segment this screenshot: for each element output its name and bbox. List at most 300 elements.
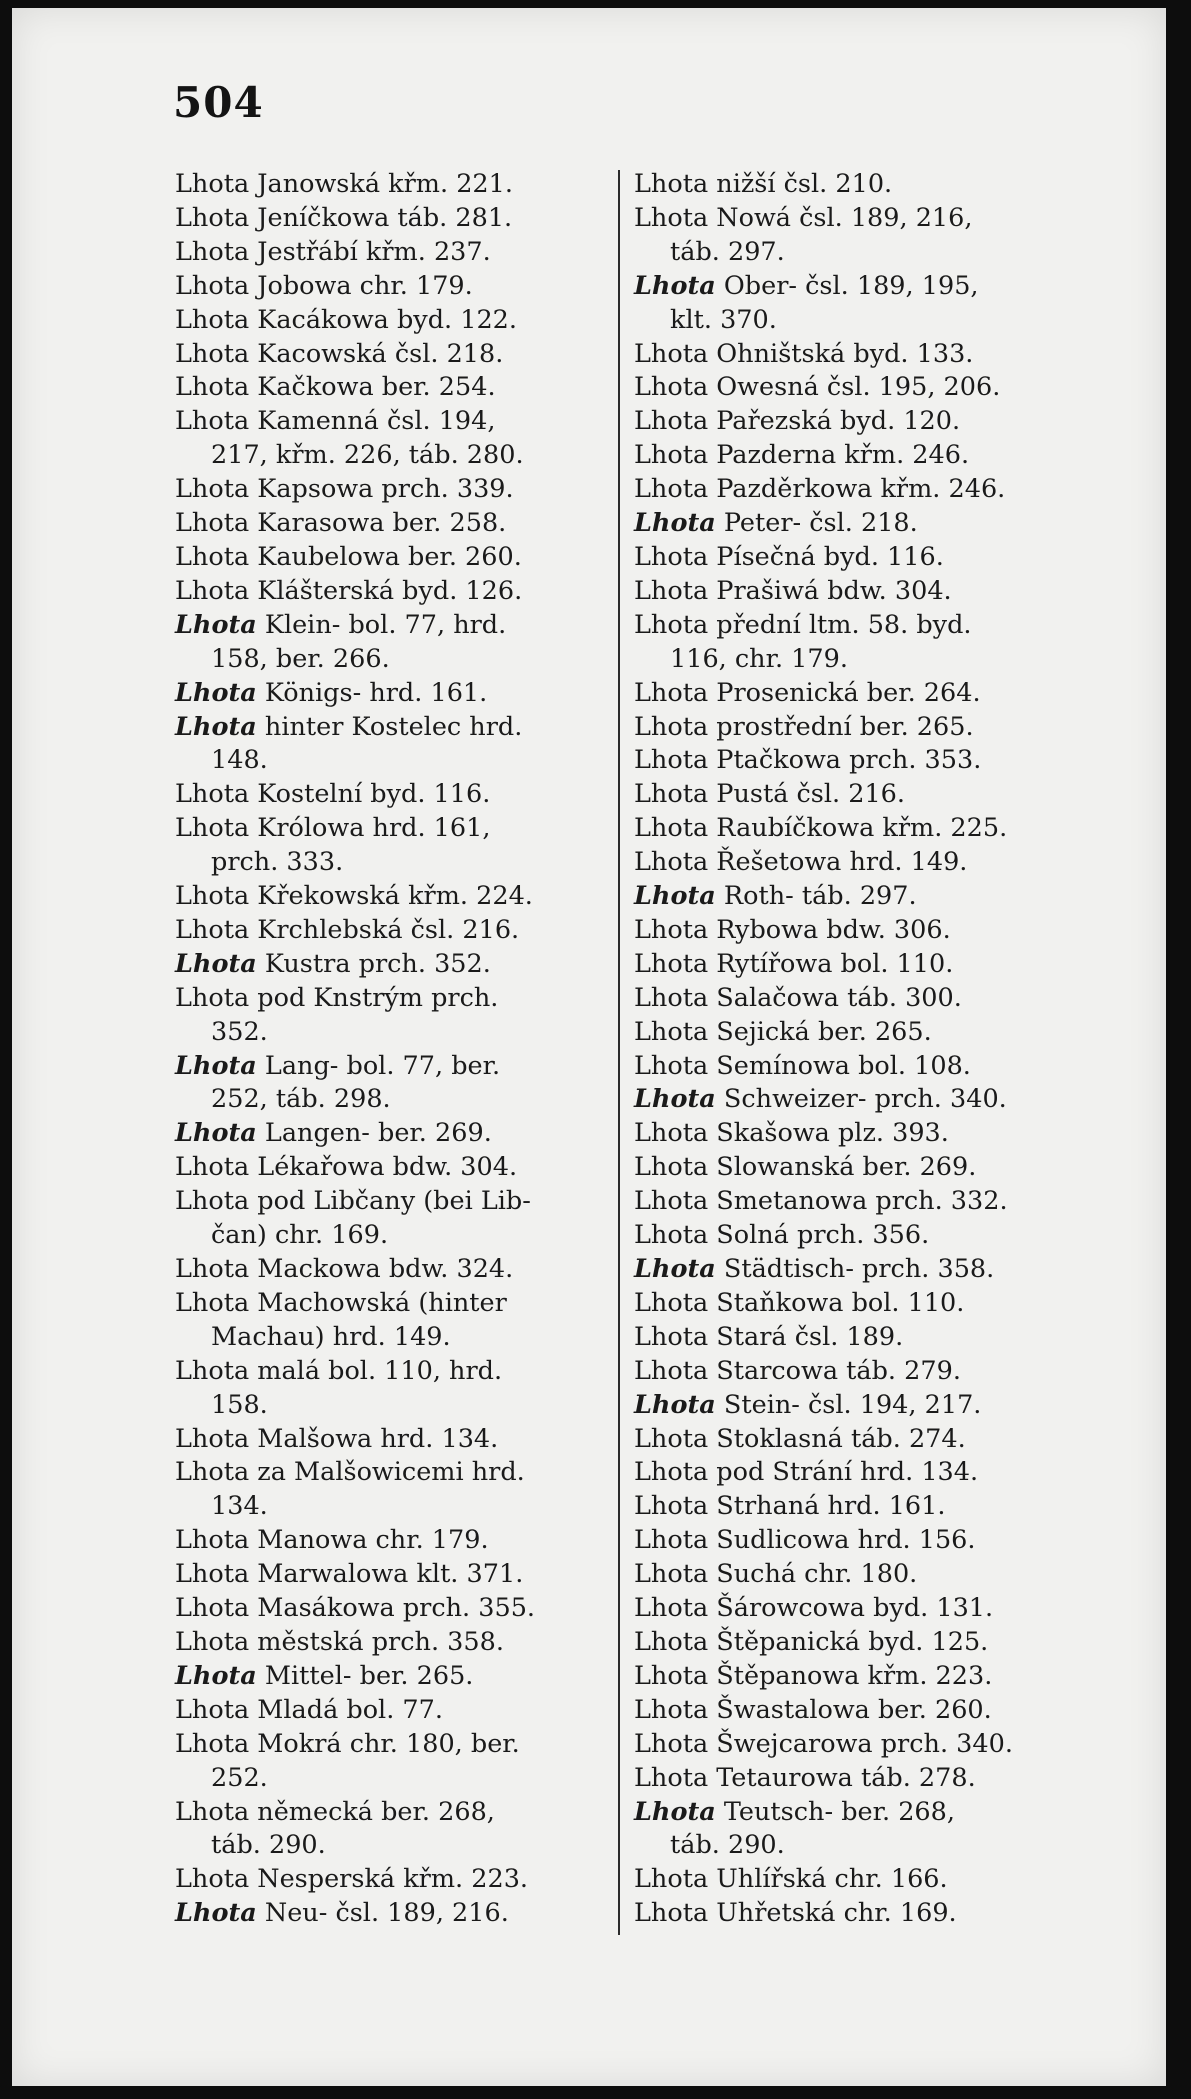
entry-headword: Lhota: [634, 1355, 709, 1386]
index-entry: [634, 609, 1064, 677]
entry-text: Pařezská byd. 120.: [716, 406, 961, 437]
entry-text: Kamenná čsl. 194,: [257, 406, 496, 437]
index-entry: [634, 541, 1064, 575]
entry-headword: Lhota: [634, 440, 709, 471]
entry-headword: Lhota: [175, 1898, 257, 1929]
index-entry: [175, 1863, 605, 1897]
entry-line: [634, 1626, 1064, 1660]
entry-line: [175, 1524, 605, 1558]
index-entry: [175, 1796, 605, 1864]
entry-text: Raubíčkowa křm. 225.: [716, 813, 1008, 844]
entry-headword: Lhota: [175, 1152, 250, 1183]
entry-headword: Lhota: [634, 1898, 709, 1929]
entry-line: [175, 541, 605, 575]
entry-line: [634, 1389, 1064, 1423]
entry-text: Malšowa hrd. 134.: [257, 1423, 499, 1454]
entry-continuation: [175, 1219, 605, 1253]
entry-line: [634, 1456, 1064, 1490]
entry-headword: Lhota: [634, 813, 709, 844]
entry-continuation: [175, 1389, 605, 1423]
entry-line: [175, 270, 605, 304]
entry-text: Masákowa prch. 355.: [257, 1593, 536, 1624]
entry-headword: Lhota: [634, 1254, 716, 1284]
entry-headword: Lhota: [634, 847, 709, 878]
entry-line: [634, 1728, 1064, 1762]
entry-headword: Lhota: [634, 1016, 709, 1047]
entry-text: Tetaurowa táb. 278.: [716, 1762, 976, 1793]
entry-line: [175, 677, 605, 711]
entry-text: Ohništská byd. 133.: [716, 338, 974, 369]
entry-line: [175, 948, 605, 982]
index-entry: [175, 371, 605, 405]
index-entry: [175, 236, 605, 270]
index-entry: [175, 1456, 605, 1524]
entry-line: [634, 812, 1064, 846]
entry-text: Manowa chr. 179.: [257, 1525, 489, 1556]
entry-text: Teutsch- ber. 268,: [723, 1796, 955, 1827]
entry-continuation: [175, 643, 605, 677]
index-entry: [175, 1728, 605, 1796]
entry-headword: Lhota: [175, 1186, 250, 1217]
index-entry: [634, 1185, 1064, 1219]
index-entry: [175, 1423, 605, 1457]
index-entry: [634, 1897, 1064, 1931]
entry-headword: Lhota: [175, 609, 257, 640]
entry-headword: Lhota: [634, 1796, 716, 1827]
entry-headword: Lhota: [634, 1186, 709, 1217]
entry-line: [634, 1185, 1064, 1219]
index-entry: [634, 1287, 1064, 1321]
entry-text: Lang- bol. 77, ber.: [264, 1050, 501, 1081]
entry-headword: Lhota: [634, 677, 709, 708]
index-entry: [634, 1083, 1064, 1117]
entry-headword: Lhota: [634, 508, 716, 539]
entry-headword: Lhota: [634, 1118, 709, 1149]
entry-text: 352.: [211, 1016, 268, 1047]
entry-line: [634, 168, 1064, 202]
entry-continuation: [175, 846, 605, 880]
entry-line: [175, 812, 605, 846]
entry-line: [634, 1694, 1064, 1728]
entry-headword: Lhota: [175, 1457, 250, 1488]
entry-text: Pazděrkowa křm. 246.: [716, 474, 1006, 505]
index-entry: [634, 507, 1064, 541]
entry-text: 148.: [211, 745, 268, 776]
entry-text: 252.: [211, 1762, 268, 1793]
entry-headword: Lhota: [634, 202, 709, 233]
entry-line: [175, 575, 605, 609]
entry-text: Staňkowa bol. 110.: [716, 1287, 965, 1318]
entry-headword: Lhota: [175, 1423, 250, 1454]
entry-continuation: [175, 1016, 605, 1050]
entry-line: [634, 1490, 1064, 1524]
entry-headword: Lhota: [634, 1220, 709, 1251]
index-entry: [634, 711, 1064, 745]
entry-line: [634, 1863, 1064, 1897]
index-entry: [634, 1558, 1064, 1592]
entry-headword: Lhota: [634, 1084, 716, 1115]
index-entry: [634, 982, 1064, 1016]
entry-text: Królowa hrd. 161,: [257, 813, 491, 844]
entry-line: [175, 1694, 605, 1728]
index-entry: [175, 304, 605, 338]
entry-line: [175, 1117, 605, 1151]
entry-text: Suchá chr. 180.: [716, 1559, 918, 1590]
entry-text: Prosenická ber. 264.: [716, 677, 981, 708]
entry-headword: Lhota: [175, 881, 250, 912]
entry-line: [175, 1897, 605, 1931]
entry-text: Klein- bol. 77, hrd.: [264, 609, 507, 640]
index-entry: [634, 1592, 1064, 1626]
entry-text: 252, táb. 298.: [211, 1084, 391, 1115]
entry-text: Königs- hrd. 161.: [264, 677, 488, 708]
index-entry: [634, 202, 1064, 270]
entry-continuation: [634, 304, 1064, 338]
entry-text: Ober- čsl. 189, 195,: [723, 270, 979, 301]
entry-text: Šárowcowa byd. 131.: [716, 1593, 994, 1624]
entry-line: [634, 1796, 1064, 1830]
entry-headword: Lhota: [175, 304, 250, 335]
entry-text: 116, chr. 179.: [670, 643, 848, 674]
index-entry: [175, 1626, 605, 1660]
index-entry: [175, 575, 605, 609]
entry-text: Štěpanická byd. 125.: [716, 1626, 989, 1657]
entry-headword: Lhota: [634, 1559, 709, 1590]
entry-text: Stein- čsl. 194, 217.: [723, 1389, 982, 1420]
index-entry: [175, 1185, 605, 1253]
entry-text: Krchlebská čsl. 216.: [257, 914, 520, 945]
entry-line: [634, 202, 1064, 236]
entry-text: za Malšowicemi hrd.: [257, 1457, 525, 1488]
entry-text: Salačowa táb. 300.: [716, 982, 962, 1013]
entry-line: [634, 880, 1064, 914]
index-entry: [634, 1490, 1064, 1524]
entry-text: táb. 290.: [670, 1830, 785, 1861]
entry-headword: Lhota: [175, 1355, 250, 1386]
index-entry: [634, 1117, 1064, 1151]
index-entry: [634, 168, 1064, 202]
entry-text: Owesná čsl. 195, 206.: [716, 372, 1001, 403]
entry-continuation: [175, 1762, 605, 1796]
entry-headword: Lhota: [634, 609, 709, 640]
entry-continuation: [634, 1829, 1064, 1863]
index-entry: [634, 880, 1064, 914]
index-entry: [634, 846, 1064, 880]
entry-headword: Lhota: [634, 1728, 709, 1759]
entry-text: Mokrá chr. 180, ber.: [257, 1728, 520, 1759]
entry-headword: Lhota: [634, 982, 709, 1013]
entry-line: [175, 1558, 605, 1592]
entry-line: [634, 1117, 1064, 1151]
index-entry: [634, 1660, 1064, 1694]
entry-line: [634, 1083, 1064, 1117]
entry-headword: Lhota: [175, 1254, 250, 1284]
entry-line: [634, 575, 1064, 609]
index-entry: [175, 270, 605, 304]
entry-headword: Lhota: [175, 1559, 250, 1590]
entry-text: pod Strání hrd. 134.: [716, 1457, 979, 1488]
entry-headword: Lhota: [634, 1864, 709, 1895]
entry-line: [634, 1592, 1064, 1626]
entry-headword: Lhota: [175, 948, 257, 979]
entry-line: [634, 1897, 1064, 1931]
entry-headword: Lhota: [175, 1593, 250, 1624]
entry-line: [634, 778, 1064, 812]
index-entry: [634, 812, 1064, 846]
entry-continuation: [634, 643, 1064, 677]
index-entry: [634, 1694, 1064, 1728]
entry-text: přední ltm. 58. byd.: [716, 609, 972, 640]
entry-headword: Lhota: [634, 1389, 716, 1420]
entry-headword: Lhota: [175, 813, 250, 844]
entry-text: Städtisch- prch. 358.: [723, 1254, 995, 1284]
entry-text: Skašowa plz. 393.: [716, 1118, 949, 1149]
entry-text: Rybowa bdw. 306.: [716, 914, 951, 945]
entry-line: [175, 1863, 605, 1897]
index-entry: [634, 1728, 1064, 1762]
entry-text: německá ber. 268,: [257, 1796, 495, 1827]
entry-text: Šwejcarowa prch. 340.: [716, 1728, 1013, 1759]
entry-headword: Lhota: [175, 711, 257, 742]
entry-continuation: [175, 1321, 605, 1355]
entry-line: [634, 439, 1064, 473]
entry-headword: Lhota: [175, 406, 250, 437]
right-column: [634, 168, 1064, 1931]
entry-headword: Lhota: [175, 508, 250, 539]
entry-headword: Lhota: [634, 270, 716, 301]
index-entry: [175, 507, 605, 541]
index-entry: [175, 473, 605, 507]
index-entry: [175, 405, 605, 473]
entry-line: [175, 1728, 605, 1762]
entry-line: [634, 507, 1064, 541]
entry-headword: Lhota: [175, 1118, 257, 1149]
entry-line: [634, 1762, 1064, 1796]
entry-headword: Lhota: [175, 541, 250, 572]
entry-text: Karasowa ber. 258.: [257, 508, 507, 539]
entry-text: Šwastalowa ber. 260.: [716, 1694, 992, 1725]
entry-line: [634, 744, 1064, 778]
entry-line: [175, 1456, 605, 1490]
entry-line: [175, 914, 605, 948]
index-entry: [175, 880, 605, 914]
entry-line: [175, 338, 605, 372]
entry-headword: Lhota: [634, 575, 709, 606]
entry-text: Peter- čsl. 218.: [723, 508, 918, 539]
entry-text: hinter Kostelec hrd.: [264, 711, 523, 742]
index-entry: [634, 914, 1064, 948]
entry-text: Stoklasná táb. 274.: [716, 1423, 966, 1454]
entry-text: Solná prch. 356.: [716, 1220, 930, 1251]
entry-headword: Lhota: [634, 1491, 709, 1522]
entry-text: městská prch. 358.: [257, 1626, 504, 1657]
entry-line: [634, 1050, 1064, 1084]
entry-line: [175, 880, 605, 914]
index-entry: [175, 914, 605, 948]
entry-text: Sejická ber. 265.: [716, 1016, 932, 1047]
index-entry: [634, 1253, 1064, 1287]
entry-line: [634, 1321, 1064, 1355]
entry-headword: Lhota: [175, 474, 250, 505]
entry-headword: Lhota: [634, 1152, 709, 1183]
index-entry: [634, 1219, 1064, 1253]
entry-continuation: [175, 1083, 605, 1117]
entry-text: Křekowská křm. 224.: [257, 881, 533, 912]
index-entry: [634, 270, 1064, 338]
entry-line: [634, 677, 1064, 711]
entry-headword: Lhota: [175, 1626, 250, 1657]
entry-line: [175, 405, 605, 439]
index-entry: [175, 1050, 605, 1118]
index-entry: [634, 1456, 1064, 1490]
entry-text: Machowská (hinter: [257, 1287, 507, 1318]
entry-line: [634, 1524, 1064, 1558]
entry-text: Mladá bol. 77.: [257, 1694, 443, 1725]
page-number: 504: [173, 78, 264, 127]
entry-text: 134.: [211, 1491, 268, 1522]
entry-headword: Lhota: [175, 338, 250, 369]
index-entry: [175, 1355, 605, 1423]
entry-text: Kustra prch. 352.: [264, 948, 491, 979]
entry-line: [175, 982, 605, 1016]
entry-text: Strhaná hrd. 161.: [716, 1491, 946, 1522]
entry-line: [634, 914, 1064, 948]
entry-text: Kapsowa prch. 339.: [257, 474, 514, 505]
index-entry: [634, 778, 1064, 812]
entry-line: [175, 1796, 605, 1830]
entry-headword: Lhota: [175, 169, 250, 199]
index-entry: [175, 541, 605, 575]
entry-continuation: [175, 1829, 605, 1863]
entry-line: [634, 1558, 1064, 1592]
index-entry: [175, 1558, 605, 1592]
entry-text: Roth- táb. 297.: [723, 881, 917, 912]
index-entry: [175, 1694, 605, 1728]
entry-headword: Lhota: [175, 1525, 250, 1556]
entry-line: [175, 168, 605, 202]
entry-text: Starcowa táb. 279.: [716, 1355, 961, 1386]
entry-headword: Lhota: [175, 270, 250, 301]
index-entry: [634, 744, 1064, 778]
entry-line: [634, 371, 1064, 405]
entry-line: [634, 338, 1064, 372]
index-entry: [634, 1762, 1064, 1796]
entry-line: [175, 1253, 605, 1287]
entry-headword: Lhota: [634, 1050, 709, 1081]
entry-headword: Lhota: [634, 169, 709, 199]
entry-text: Kacowská čsl. 218.: [257, 338, 504, 369]
entry-line: [634, 982, 1064, 1016]
entry-text: Pustá čsl. 216.: [716, 779, 906, 810]
entry-text: Marwalowa klt. 371.: [257, 1559, 524, 1590]
entry-text: Rytířowa bol. 110.: [716, 948, 954, 979]
entry-text: Jobowa chr. 179.: [257, 270, 473, 301]
book-page: [12, 8, 1166, 2086]
entry-line: [175, 1423, 605, 1457]
entry-headword: Lhota: [634, 1457, 709, 1488]
index-entry: [175, 338, 605, 372]
index-entry: [634, 405, 1064, 439]
entry-headword: Lhota: [634, 1660, 709, 1691]
entry-headword: Lhota: [175, 1660, 257, 1691]
entry-line: [634, 609, 1064, 643]
entry-continuation: [175, 744, 605, 778]
index-entry: [175, 948, 605, 982]
entry-headword: Lhota: [634, 1525, 709, 1556]
entry-headword: Lhota: [634, 1593, 709, 1624]
entry-headword: Lhota: [634, 914, 709, 945]
index-entry: [634, 1151, 1064, 1185]
entry-text: Uhřetská chr. 169.: [716, 1898, 957, 1929]
index-entry: [175, 1151, 605, 1185]
index-entry: [634, 948, 1064, 982]
index-entry: [175, 778, 605, 812]
entry-continuation: [634, 236, 1064, 270]
entry-line: [175, 1660, 605, 1694]
entry-headword: Lhota: [175, 202, 250, 233]
entry-text: 158, ber. 266.: [211, 643, 390, 674]
entry-headword: Lhota: [634, 711, 709, 742]
entry-text: Sudlicowa hrd. 156.: [716, 1525, 976, 1556]
entry-headword: Lhota: [175, 1694, 250, 1725]
entry-continuation: [175, 439, 605, 473]
entry-line: [175, 1185, 605, 1219]
entry-headword: Lhota: [634, 474, 709, 505]
entry-text: Pazderna křm. 246.: [716, 440, 970, 471]
entry-headword: Lhota: [634, 948, 709, 979]
entry-text: Řešetowa hrd. 149.: [716, 847, 968, 878]
entry-text: Semínowa bol. 108.: [716, 1050, 971, 1081]
index-entry: [175, 1524, 605, 1558]
entry-line: [175, 1151, 605, 1185]
entry-headword: Lhota: [175, 236, 250, 267]
entry-headword: Lhota: [175, 1796, 250, 1827]
index-entry: [175, 711, 605, 779]
index-entry: [634, 575, 1064, 609]
entry-text: Langen- ber. 269.: [264, 1118, 492, 1149]
entry-text: Mackowa bdw. 324.: [257, 1254, 514, 1284]
entry-text: Schweizer- prch. 340.: [723, 1084, 1007, 1115]
entry-line: [175, 473, 605, 507]
entry-line: [175, 711, 605, 745]
entry-headword: Lhota: [175, 1864, 250, 1895]
entry-line: [634, 1151, 1064, 1185]
index-entry: [634, 371, 1064, 405]
entry-text: Jeníčkowa táb. 281.: [257, 202, 513, 233]
index-entry: [634, 1355, 1064, 1389]
index-entry: [634, 1796, 1064, 1864]
entry-headword: Lhota: [634, 1626, 709, 1657]
column-divider: [618, 170, 620, 1935]
entry-line: [175, 304, 605, 338]
entry-headword: Lhota: [634, 1762, 709, 1793]
entry-line: [634, 1016, 1064, 1050]
entry-text: Janowská křm. 221.: [257, 169, 513, 199]
entry-text: Kaubelowa ber. 260.: [257, 541, 522, 572]
entry-line: [175, 1050, 605, 1084]
entry-line: [634, 846, 1064, 880]
entry-text: Lékařowa bdw. 304.: [257, 1152, 518, 1183]
entry-text: Machau) hrd. 149.: [211, 1321, 451, 1352]
entry-headword: Lhota: [175, 914, 250, 945]
index-entry: [175, 168, 605, 202]
entry-text: Smetanowa prch. 332.: [716, 1186, 1008, 1217]
entry-line: [634, 1660, 1064, 1694]
entry-headword: Lhota: [175, 1050, 257, 1081]
index-entry: [634, 439, 1064, 473]
entry-text: Klášterská byd. 126.: [257, 575, 523, 606]
entry-line: [634, 1287, 1064, 1321]
